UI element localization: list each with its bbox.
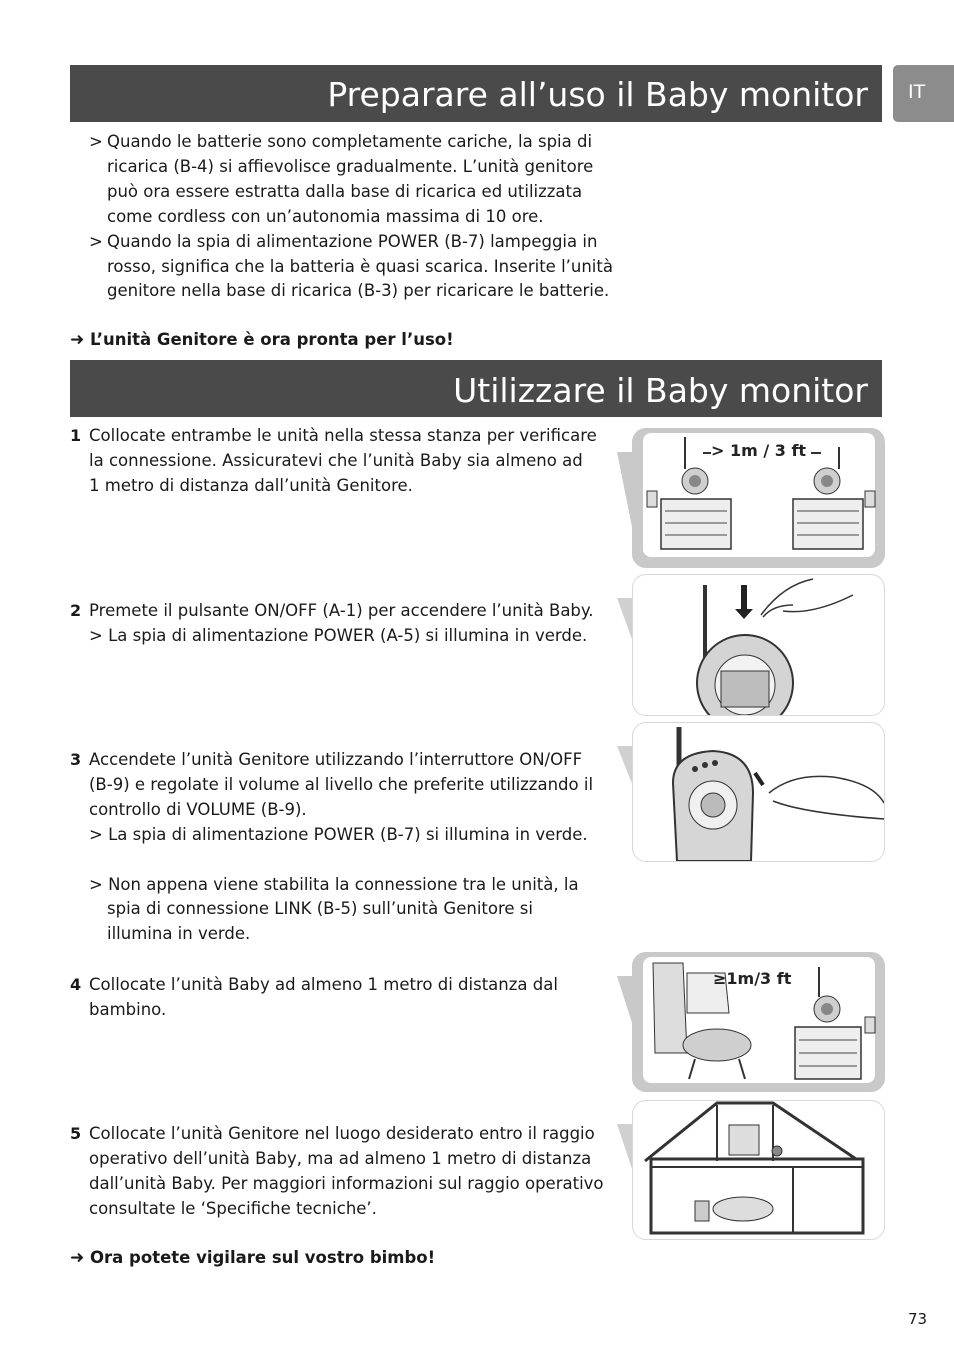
blank-line	[89, 848, 614, 873]
callout-pointer	[617, 1124, 633, 1172]
text-line: (B-9) e regolate il volume al livello che preferite utilizzando il	[89, 774, 594, 794]
text-line: controllo di VOLUME (B-9).	[89, 799, 307, 819]
section-title-prepare: Preparare all’uso il Baby monitor	[70, 65, 882, 122]
illustration-press-onoff	[632, 574, 885, 716]
text-line: la connessione. Assicuratevi che l’unità Baby sia almeno ad	[89, 450, 583, 470]
text-line: rosso, significa che la batteria è quasi scarica. Inserite l’unità	[107, 256, 613, 276]
bullet-item	[89, 230, 619, 305]
text-line: Accendete l’unità Genitore utilizzando l’interruttore ON/OFF	[89, 750, 583, 769]
text-line: operativo dell’unità Baby, ma ad almeno 1 metro di distanza	[89, 1148, 592, 1168]
result-note-ready	[70, 330, 454, 350]
step-number: 1	[70, 426, 82, 445]
distance-label: > 1m / 3 ft	[711, 441, 807, 460]
bullet-item	[89, 130, 619, 230]
distance-label: ≥1m/3 ft	[713, 969, 792, 988]
arrow-right-icon: ➜	[70, 1248, 85, 1268]
text-line: Quando la spia di alimentazione POWER (B-7) lampeggia in	[107, 231, 598, 251]
section-title-use: Utilizzare il Baby monitor	[70, 360, 882, 417]
step-number: 2	[70, 601, 82, 620]
bullet-marker: >	[89, 132, 103, 151]
step-text-2	[89, 599, 614, 649]
step-text-1	[89, 424, 614, 499]
result-text: Ora potete vigilare sul vostro bimbo!	[90, 1248, 436, 1267]
text-line: > La spia di alimentazione POWER (A-5) si illumina in verde.	[89, 625, 588, 645]
step-number: 3	[70, 750, 82, 769]
step-text-3	[89, 748, 614, 947]
illustration-house-range	[632, 1100, 885, 1240]
callout-pointer	[617, 746, 633, 786]
text-line: dall’unità Baby. Per maggiori informazioni sul raggio operativo	[89, 1173, 604, 1193]
callout-pointer	[617, 452, 633, 532]
arrow-right-icon: ➜	[70, 330, 85, 350]
language-tab: IT	[893, 65, 954, 122]
bullet-marker: >	[89, 231, 103, 251]
text-line: Collocate l’unità Genitore nel luogo desiderato entro il raggio	[89, 1124, 595, 1143]
step-number: 5	[70, 1124, 82, 1143]
text-line: Collocate l’unità Baby ad almeno 1 metro di distanza dal	[89, 975, 558, 994]
illustration-crib-distance	[632, 952, 885, 1092]
text-line: genitore nella base di ricarica (B-3) per ricaricare le batterie.	[107, 281, 610, 301]
text-line: spia di connessione LINK (B-5) sull’unità Genitore si	[107, 899, 533, 919]
step-text-4	[89, 973, 614, 1023]
text-line: > Non appena viene stabilita la connessione tra le unità, la	[89, 874, 579, 894]
illustration-parent-volume	[632, 722, 885, 862]
result-text: L’unità Genitore è ora pronta per l’uso!	[90, 330, 454, 349]
text-line: Quando le batterie sono completamente cariche, la spia di	[107, 132, 593, 151]
callout-pointer	[617, 598, 633, 642]
text-line: Premete il pulsante ON/OFF (A-1) per accendere l’unità Baby.	[89, 601, 594, 620]
step-text-5	[89, 1122, 614, 1222]
illustration-distance-units	[632, 428, 885, 568]
callout-pointer	[617, 976, 633, 1026]
text-line: illumina in verde.	[107, 924, 251, 944]
text-line: > La spia di alimentazione POWER (B-7) si illumina in verde.	[89, 824, 588, 844]
text-line: consultate le ‘Specifiche tecniche’.	[89, 1198, 377, 1218]
page-number: 73	[908, 1310, 928, 1328]
result-note-watch	[70, 1248, 435, 1268]
text-line: può ora essere estratta dalla base di ricarica ed utilizzata	[107, 181, 583, 201]
text-line: ricarica (B-4) si affievolisce gradualmente. L’unità genitore	[107, 156, 594, 176]
bullet-list	[89, 130, 619, 304]
step-number: 4	[70, 975, 82, 994]
text-line: Collocate entrambe le unità nella stessa stanza per verificare	[89, 426, 597, 445]
text-line: come cordless con un’autonomia massima di 10 ore.	[107, 206, 544, 226]
text-line: bambino.	[89, 999, 167, 1019]
text-line: 1 metro di distanza dall’unità Genitore.	[89, 475, 413, 495]
